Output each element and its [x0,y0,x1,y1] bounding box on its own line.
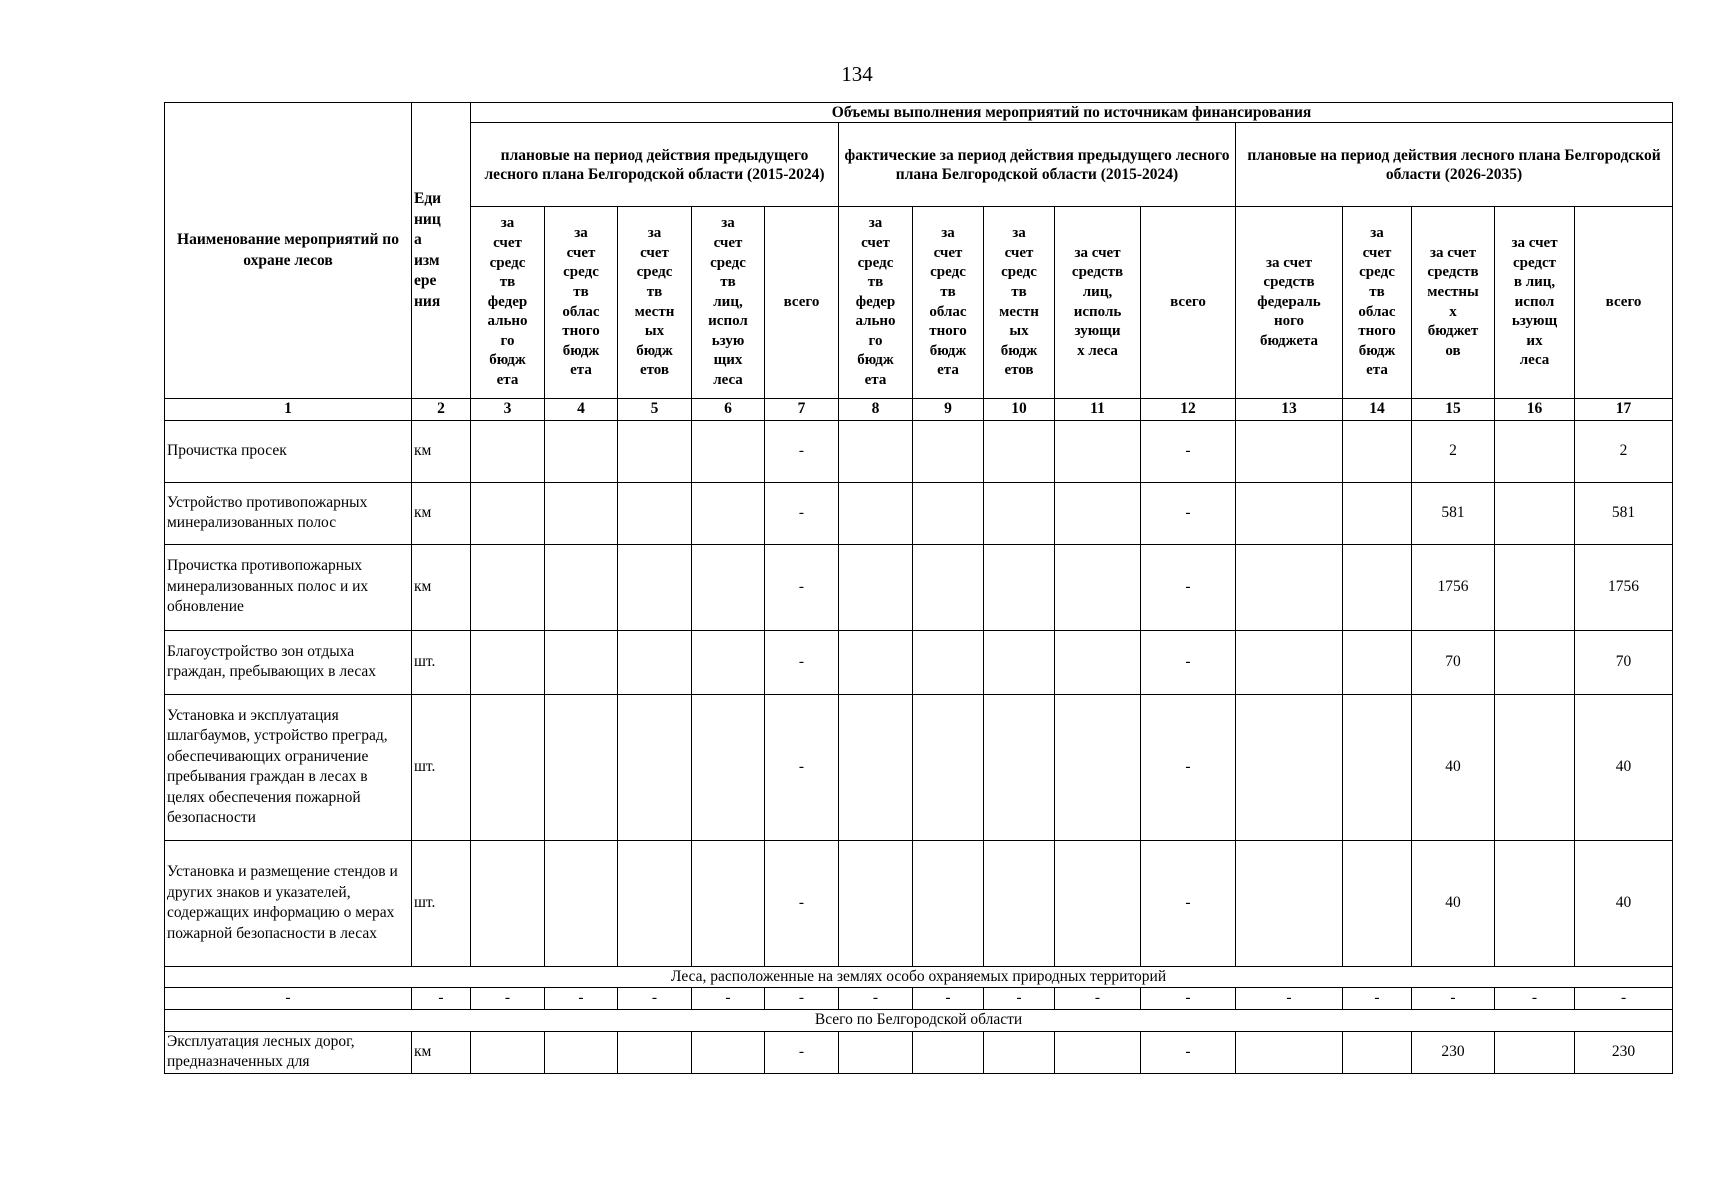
cell-total-plan-prev: - [765,420,839,482]
cell-total-fact-prev: - [1141,482,1236,544]
row-unit: км [412,482,471,544]
section-total: Всего по Белгородской области [165,1009,1673,1031]
dash-cell: - [1236,988,1343,1010]
dash-cell: - [1343,988,1412,1010]
dash-cell: - [545,988,618,1010]
row-name: Прочистка просек [165,420,412,482]
row-name: Устройство противопожарных минерализованных полос [165,482,412,544]
subheader-mest: за счет средств местны х бюджет ов [1412,207,1495,399]
table-row [165,1031,1673,1073]
column-number: 9 [913,399,984,421]
dash-cell: - [984,988,1055,1010]
column-number: 14 [1343,399,1412,421]
cell-total-plan-prev: - [765,1031,839,1073]
forest-protection-table [164,102,1673,1074]
table-row [165,544,1673,630]
dash-cell: - [765,988,839,1010]
cell-total-plan-new: 40 [1575,694,1673,840]
cell-local-budget: 40 [1412,694,1495,840]
cell-local-budget: 40 [1412,840,1495,966]
column-number: 2 [412,399,471,421]
row-unit: км [412,1031,471,1073]
cell-total-plan-new: 40 [1575,840,1673,966]
dash-cell: - [165,988,412,1010]
dash-cell: - [1575,988,1673,1010]
header-group-plan-new: плановые на период действия лесного плана Белгородской области (2026-2035) [1236,123,1673,207]
column-number: 11 [1055,399,1141,421]
dash-cell: - [1141,988,1236,1010]
cell-total-plan-prev: - [765,482,839,544]
subheader-fed: за счет средс тв федер ально го бюдж ета [839,207,913,399]
section-oopt: Леса, расположенные на землях особо охраняемых природных территорий [165,966,1673,988]
column-number: 12 [1141,399,1236,421]
dash-cell: - [1055,988,1141,1010]
cell-total-fact-prev: - [1141,630,1236,694]
cell-total-plan-prev: - [765,840,839,966]
row-unit: шт. [412,694,471,840]
dash-cell: - [913,988,984,1010]
row-name: Установка и размещение стендов и других знаков и указателей, содержащих информацию о мерах пожарной безопасности в лесах [165,840,412,966]
header-volumes: Объемы выполнения мероприятий по источникам финансирования [471,103,1673,123]
subheader-lic: за счет средст в лиц, испол ьзующ их леса [1495,207,1575,399]
dash-cell: - [1495,988,1575,1010]
column-number: 13 [1236,399,1343,421]
cell-total-fact-prev: - [1141,694,1236,840]
cell-total-plan-prev: - [765,544,839,630]
cell-total-plan-new: 581 [1575,482,1673,544]
cell-total-plan-new: 1756 [1575,544,1673,630]
subheader-obl: за счет средс тв облас тного бюдж ета [913,207,984,399]
column-number: 1 [165,399,412,421]
table-row [165,420,1673,482]
subheader-mest: за счет средс тв местн ых бюдж етов [984,207,1055,399]
cell-local-budget: 230 [1412,1031,1495,1073]
subheader-vsego: всего [765,207,839,399]
cell-total-plan-prev: - [765,694,839,840]
subheader-lic: за счет средс тв лиц, испол ьзую щих леса [692,207,765,399]
dash-row [165,988,1673,1010]
row-unit: км [412,420,471,482]
header-group-plan-prev: плановые на период действия предыдущего лесного плана Белгородской области (2015-2024) [471,123,839,207]
header-name: Наименование мероприятий по охране лесов [165,103,412,399]
subheader-fed: за счет средств федераль ного бюджета [1236,207,1343,399]
table-row [165,840,1673,966]
column-number: 10 [984,399,1055,421]
cell-total-fact-prev: - [1141,1031,1236,1073]
cell-total-plan-new: 2 [1575,420,1673,482]
column-number: 17 [1575,399,1673,421]
table-row [165,630,1673,694]
column-number: 5 [618,399,692,421]
cell-total-plan-new: 70 [1575,630,1673,694]
subheader-vsego: всего [1141,207,1236,399]
cell-local-budget: 581 [1412,482,1495,544]
column-number: 16 [1495,399,1575,421]
cell-local-budget: 1756 [1412,544,1495,630]
table-row [165,694,1673,840]
table-row [165,482,1673,544]
cell-total-plan-prev: - [765,630,839,694]
cell-total-plan-new: 230 [1575,1031,1673,1073]
dash-cell: - [412,988,471,1010]
cell-total-fact-prev: - [1141,420,1236,482]
row-unit: км [412,544,471,630]
dash-cell: - [692,988,765,1010]
cell-total-fact-prev: - [1141,544,1236,630]
cell-local-budget: 70 [1412,630,1495,694]
subheader-obl: за счет средс тв облас тного бюдж ета [1343,207,1412,399]
row-unit: шт. [412,840,471,966]
cell-total-fact-prev: - [1141,840,1236,966]
header-group-fact-prev: фактические за период действия предыдущего лесного плана Белгородской области (2015-2024) [839,123,1236,207]
column-number: 15 [1412,399,1495,421]
row-unit: шт. [412,630,471,694]
dash-cell: - [839,988,913,1010]
column-number: 4 [545,399,618,421]
dash-cell: - [1412,988,1495,1010]
row-name: Установка и эксплуатация шлагбаумов, устройство преград, обеспечивающих ограничение пребывания граждан в лесах в целях обеспечения пожарной безопасности [165,694,412,840]
column-number: 8 [839,399,913,421]
column-number: 6 [692,399,765,421]
dash-cell: - [618,988,692,1010]
row-name: Благоустройство зон отдыха граждан, пребывающих в лесах [165,630,412,694]
row-name: Эксплуатация лесных дорог, предназначенных для [165,1031,412,1073]
subheader-obl: за счет средс тв облас тного бюдж ета [545,207,618,399]
column-numbers-row [165,399,1673,421]
subheader-fed: за счет средс тв федер ально го бюдж ета [471,207,545,399]
cell-local-budget: 2 [1412,420,1495,482]
column-number: 3 [471,399,545,421]
header-unit: Еди ниц а изм ере ния [412,103,471,399]
row-name: Прочистка противопожарных минерализованных полос и их обновление [165,544,412,630]
subheader-mest: за счет средс тв местн ых бюдж етов [618,207,692,399]
column-number: 7 [765,399,839,421]
page-number: 134 [841,62,873,86]
subheader-lic: за счет средств лиц, исполь зующи х леса [1055,207,1141,399]
dash-cell: - [471,988,545,1010]
subheader-vsego: всего [1575,207,1673,399]
